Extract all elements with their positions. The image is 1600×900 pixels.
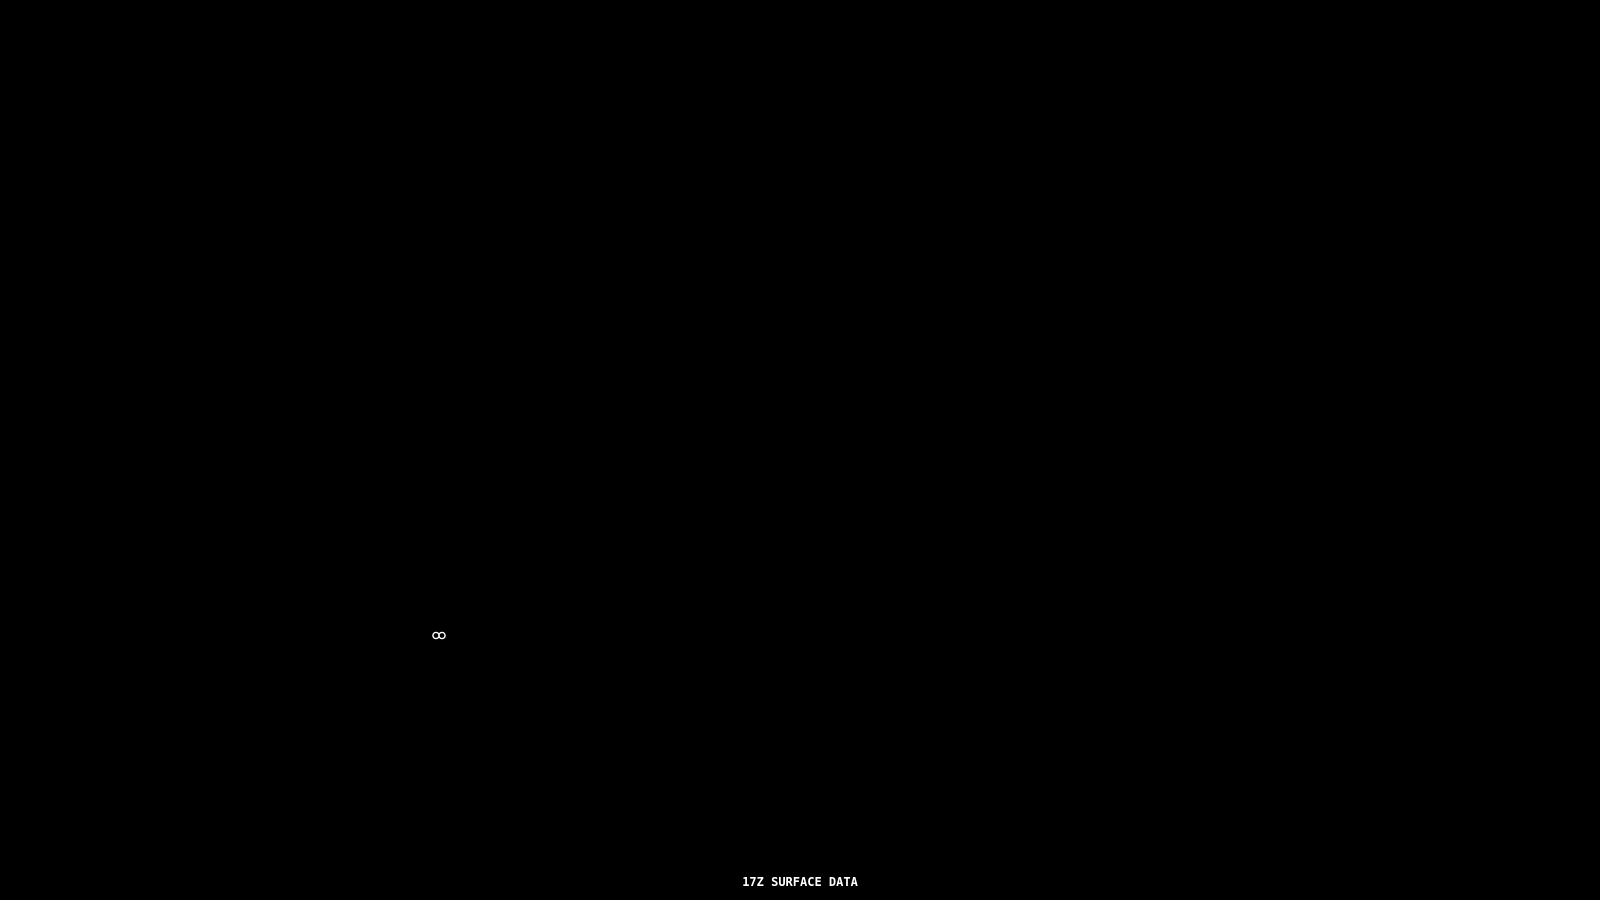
map-title: 17Z SURFACE DATA xyxy=(742,875,858,889)
haze-weather-symbol-icon xyxy=(432,630,446,641)
